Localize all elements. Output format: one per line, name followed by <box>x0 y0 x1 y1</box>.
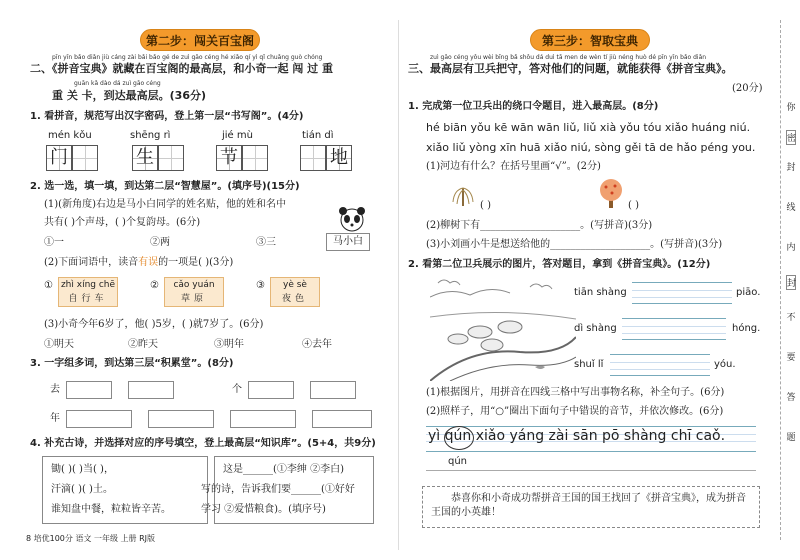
q1-pinyin-2: shēng rì <box>130 130 171 141</box>
q2-2-option-3: yè sè 夜色 <box>270 277 320 307</box>
r1-title: 1. 完成第一位卫兵出的绕口令题目，进入最高层。(8分) <box>408 101 659 112</box>
r2-answer-line[interactable] <box>426 470 756 471</box>
step3-banner: 第三步：智取宝典 <box>530 29 650 51</box>
r2-row3-post: yóu. <box>714 359 736 370</box>
step2-banner: 第二步：闯关百宝阁 <box>140 29 260 51</box>
q1-title: 1. 看拼音，规范写出汉字密码，登上第一层“书写阁”。(4分) <box>30 111 304 122</box>
r2-q2: (2)照样子，用“○”圈出下面句子中错误的音节，并依次修改。(6分) <box>426 406 724 417</box>
binding-line <box>780 20 781 540</box>
q1-blank-grid[interactable] <box>242 145 268 171</box>
q2-2-option-1: zhì xíng chē 自行车 <box>58 277 118 307</box>
q3-answer-box[interactable] <box>230 410 296 428</box>
q3-answer-box[interactable] <box>66 381 112 399</box>
q3-char-2: 个 <box>232 384 242 395</box>
q2-2-option-2: cǎo yuán 草原 <box>164 277 224 307</box>
q2-1-text-a: (1)(新角度)右边是马小白同学的姓名贴，他的姓和名中 <box>44 199 286 210</box>
section2-pinyin2: guān kǎ dào dá zuì gāo céng <box>74 80 161 87</box>
q1-char-2: 生 <box>132 145 158 171</box>
poem-q-line-2: 写的诗，告诉我们要______(①好好 <box>201 484 355 495</box>
q1-pinyin-3: jié mù <box>222 130 253 141</box>
panda-icon <box>336 205 368 233</box>
poem-question-box <box>201 456 374 524</box>
fruit-tree-icon <box>596 178 626 208</box>
side-inline-char: 密 <box>786 130 796 145</box>
q3-answer-box[interactable] <box>312 410 372 428</box>
q1-char-4: 地 <box>326 145 352 171</box>
r1-tree-paren[interactable]: ( ) <box>480 200 491 211</box>
side-char: 封 <box>786 163 796 173</box>
page-footer: 8 培优100分 语文 一年级 上册 RJ版 <box>26 534 155 543</box>
r2-sentence: yì qún xiǎo yáng zài sān pō shàng chī caǒ. <box>428 428 726 444</box>
highlighted-word: 有误 <box>138 257 159 268</box>
q3-title: 3. 一字组多词，到达第三层“积累堂”。(8分) <box>30 358 234 369</box>
poem-line-2: 汗滴( )( )土。 <box>51 484 113 495</box>
q2-3-opt-2: ②昨天 <box>128 339 158 350</box>
side-char: 不 <box>786 313 796 323</box>
r2-row3-blank[interactable] <box>610 354 710 376</box>
side-char: 要 <box>786 353 796 363</box>
r2-row2-blank[interactable] <box>622 318 726 340</box>
page-divider <box>398 20 399 550</box>
poem-q-line-3: 学习 ②爱惜粮食)。(填序号) <box>201 504 326 515</box>
section3-score: (20分) <box>732 83 763 94</box>
q1-blank-grid[interactable] <box>300 145 326 171</box>
q1-char-1: 门 <box>46 145 72 171</box>
r1-line-2: xiǎo liǔ yòng xīn huā xiǎo niú, sòng gěi tā de hǎo péng you. <box>426 141 756 154</box>
section3-title: 三、最高层有卫兵把守，答对他们的问题，就能获得《拼音宝典》。 <box>408 62 733 75</box>
q2-3-text: (3)小奇今年6岁了，他( )5岁，( )就7岁了。(6分) <box>44 319 264 330</box>
side-char: 答 <box>786 393 796 403</box>
section3-pinyin: zuì gāo céng yǒu wèi bīng bǎ shǒu dá duì tā men de wèn tí jiù néng huò dé pīn yīn bǎo diǎn <box>430 54 707 61</box>
q2-2-num-1: ① <box>44 280 53 291</box>
q1-pinyin-4: tián dì <box>302 130 334 141</box>
q2-title: 2. 选一选，填一填，到达第二层“智慧屋”。(填序号)(15分) <box>30 181 300 192</box>
side-char: 线 <box>786 203 796 213</box>
q3-answer-box[interactable] <box>128 381 174 399</box>
side-char: 题 <box>786 433 796 443</box>
side-char: 内 <box>786 243 796 253</box>
willow-tree-icon <box>450 180 476 206</box>
q2-2-num-3: ③ <box>256 280 265 291</box>
r2-row1-post: piāo. <box>736 287 761 298</box>
r1-fruit-paren[interactable]: ( ) <box>628 200 639 211</box>
name-tag: 马小白 <box>326 233 370 251</box>
r2-answer-example: qún <box>448 456 468 467</box>
r2-row1-pre: tiān shàng <box>574 287 627 298</box>
q2-2-num-2: ② <box>150 280 159 291</box>
section2-pinyin: pīn yīn bǎo diǎn jiù cáng zài bǎi bǎo gé de zuì gāo céng hé xiǎo qí yì qǐ chuǎng guò chóng <box>52 54 323 61</box>
r2-row3-pre: shuǐ lǐ <box>574 359 604 370</box>
q1-blank-grid[interactable] <box>158 145 184 171</box>
q2-1-opt-3: ③三 <box>256 237 276 248</box>
q2-1-opt-1: ①一 <box>44 237 64 248</box>
r1-q2: (2)柳树下有____________________。(写拼音)(3分) <box>426 220 653 231</box>
poem-q-line-1: 这是______(①李绅 ②李白) <box>223 464 344 475</box>
r2-q1: (1)根据图片，用拼音在四线三格中写出事物名称，补全句子。(6分) <box>426 387 725 398</box>
r1-line-1: hé biān yǒu kē wān wān liǔ, liǔ xià yǒu tóu xiǎo huáng niú. <box>426 121 751 134</box>
q2-2-text: (2)下面词语中，读音有误的一项是( )(3分) <box>44 257 234 268</box>
q3-answer-box[interactable] <box>310 381 356 399</box>
q2-3-opt-3: ③明年 <box>214 339 244 350</box>
landscape-picture <box>430 277 576 381</box>
q2-1-opt-2: ②两 <box>150 237 170 248</box>
q3-answer-box[interactable] <box>148 410 214 428</box>
poem-box <box>42 456 208 524</box>
q2-3-opt-4: ④去年 <box>302 339 332 350</box>
final-message-box <box>422 486 760 528</box>
q2-3-opt-1: ①明天 <box>44 339 74 350</box>
circled-error-mark <box>444 426 474 450</box>
r1-q3: (3)小刘画小牛是想送给他的____________________。(写拼音)(3分) <box>426 239 723 250</box>
q2-1-text-b: 共有( )个声母，( )个复韵母。(6分) <box>44 217 201 228</box>
section2-title2: 重 关 卡，到达最高层。(36分) <box>52 89 207 102</box>
q3-char-3: 年 <box>50 413 60 424</box>
r2-row2-post: hóng. <box>732 323 761 334</box>
r2-row1-blank[interactable] <box>632 282 732 304</box>
r1-q1: (1)河边有什么？在括号里画“√”。(2分) <box>426 161 601 172</box>
q1-char-3: 节 <box>216 145 242 171</box>
section2-title: 二、《拼音宝典》就藏在百宝阁的最高层，和小奇一起 闯 过 重 <box>30 62 333 75</box>
poem-line-1: 锄( )( )当( )， <box>51 464 114 475</box>
final-message: 恭喜你和小奇成功帮拼音王国的国王找回了《拼音宝典》，成为拼音王国的小英雄！ <box>431 493 746 518</box>
q3-answer-box[interactable] <box>66 410 132 428</box>
poem-line-3: 谁知盘中餐，粒粒皆辛苦。 <box>51 504 171 515</box>
side-char: 你 <box>786 103 796 113</box>
r2-title: 2. 看第二位卫兵展示的图片，答对题目，拿到《拼音宝典》。(12分) <box>408 259 711 270</box>
q1-pinyin-1: mén kǒu <box>48 130 92 141</box>
r2-row2-pre: dì shàng <box>574 323 617 334</box>
q4-title: 4. 补充古诗，并选择对应的序号填空，登上最高层“知识库”。(5+4，共9分) <box>30 438 376 449</box>
side-inline-char: 封 <box>786 275 796 290</box>
q1-blank-grid[interactable] <box>72 145 98 171</box>
q3-answer-box[interactable] <box>248 381 294 399</box>
q3-char-1: 去 <box>50 384 60 395</box>
